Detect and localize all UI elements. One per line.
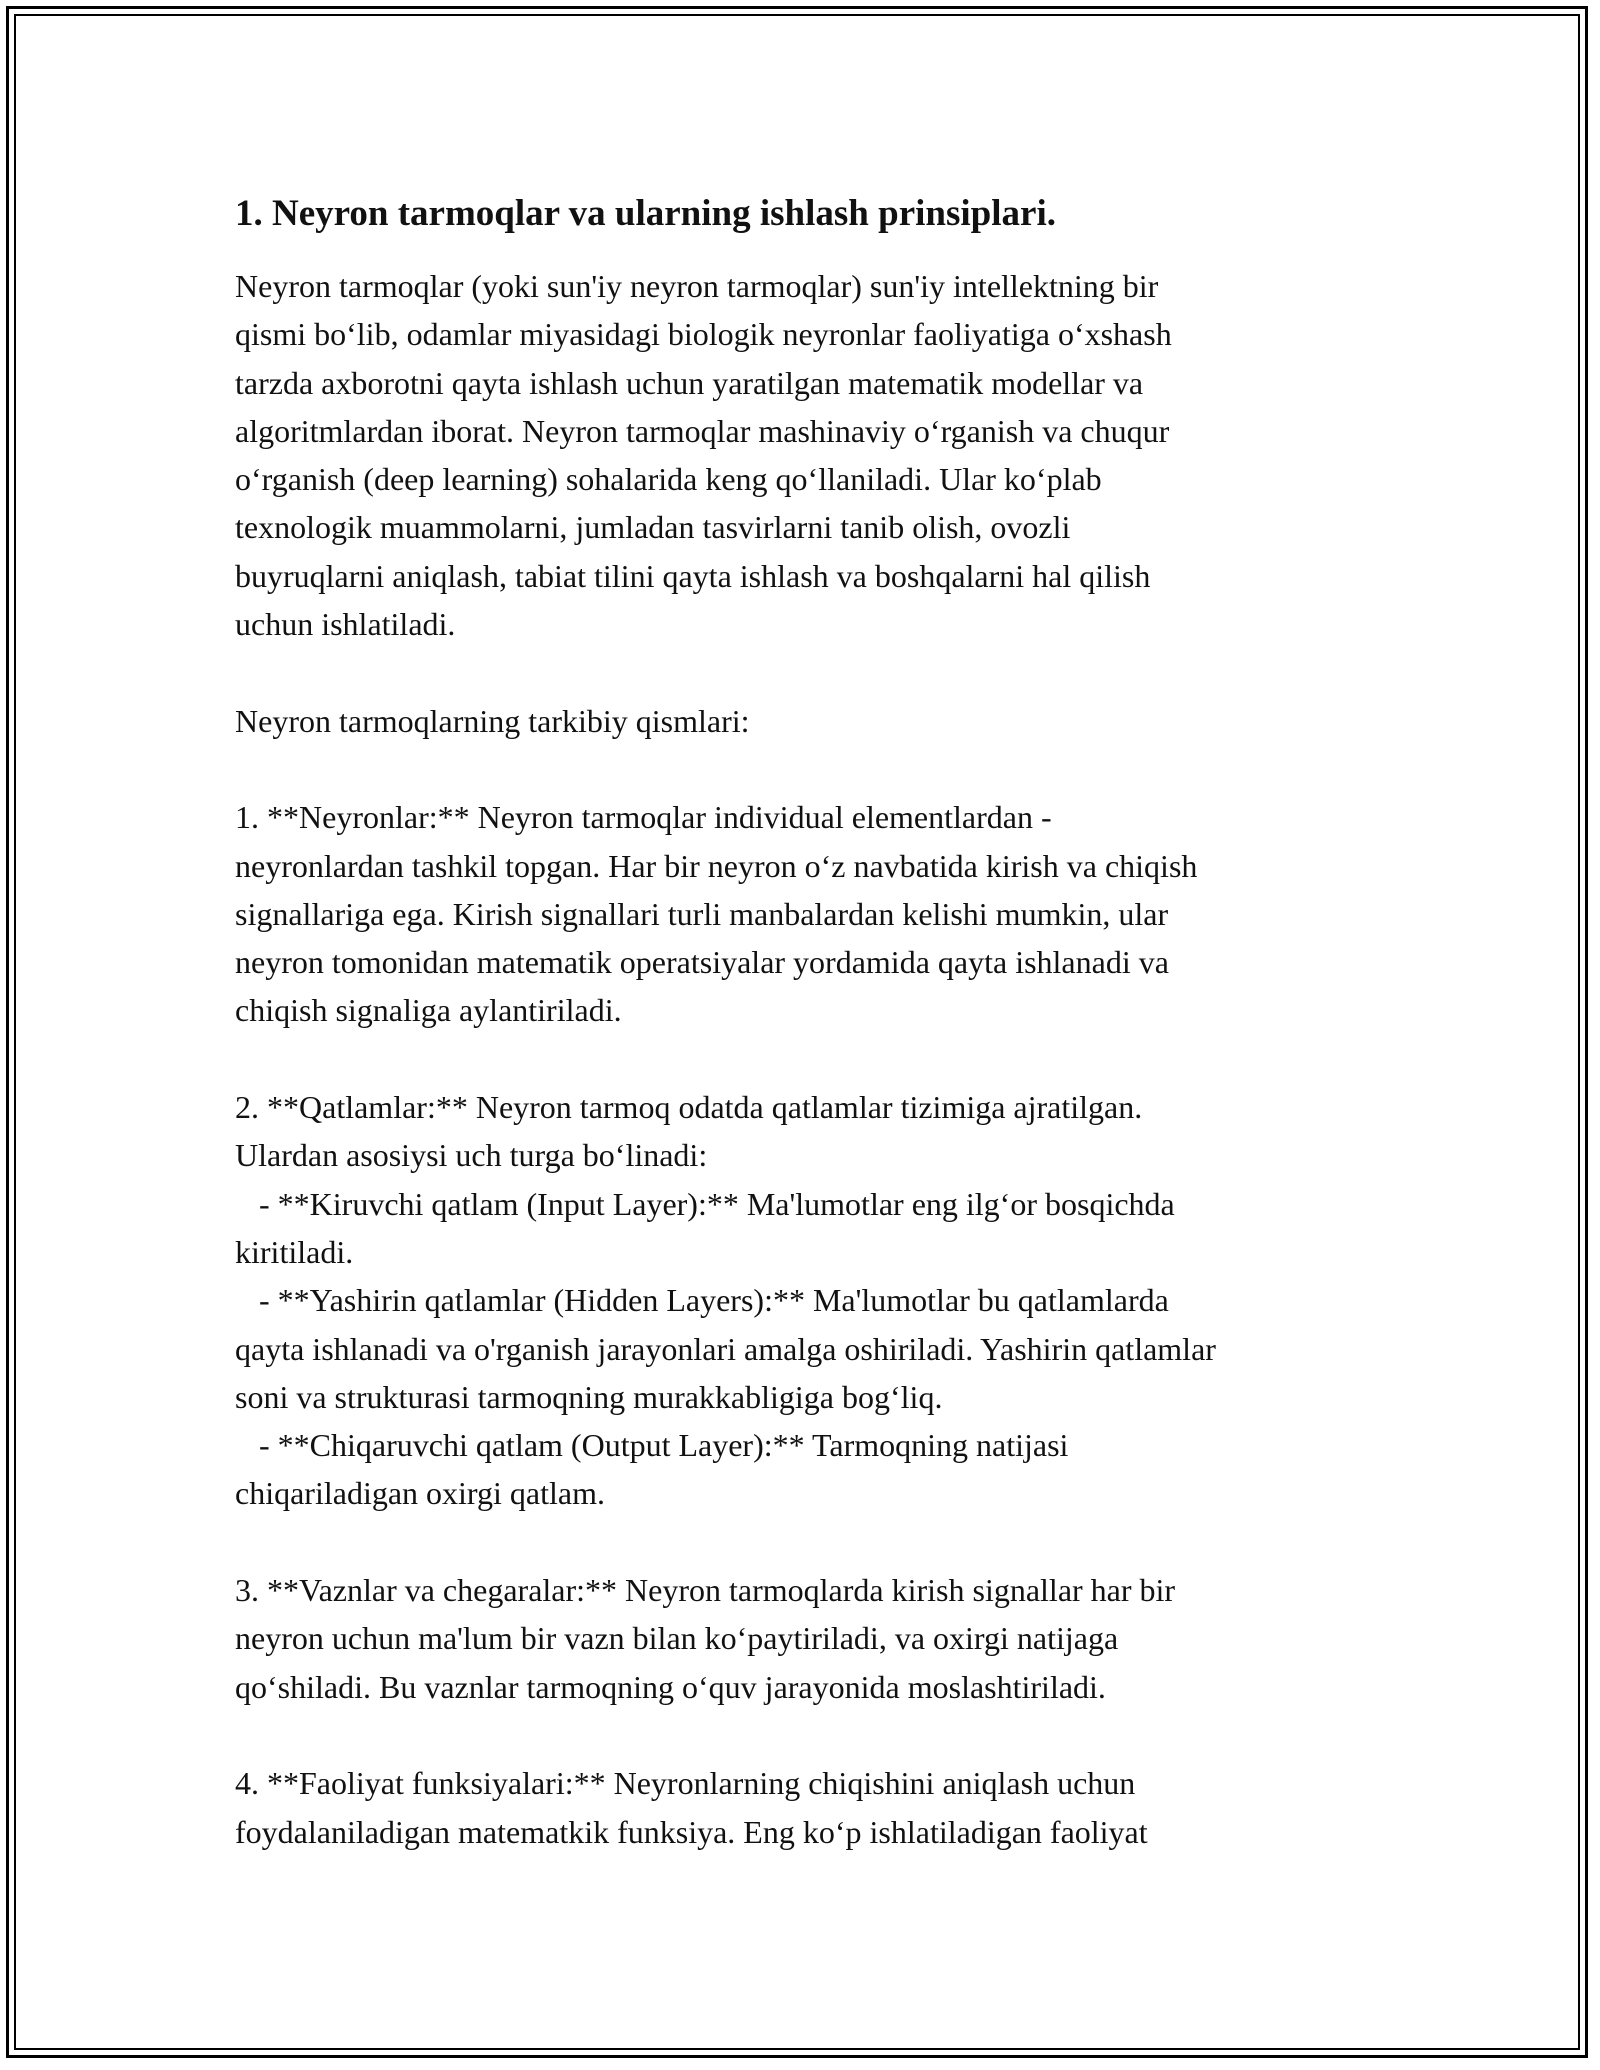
text-line: chiqariladigan oxirgi qatlam. (235, 1475, 605, 1512)
document-body (235, 190, 1385, 1856)
text-line: qo‘shiladi. Bu vaznlar tarmoqning o‘quv jarayonida moslashtiriladi. (235, 1668, 1106, 1705)
blank-line (235, 1518, 1385, 1566)
text-line: signallariga ega. Kirish signallari turli manbalardan kelishi mumkin, ular (235, 895, 1169, 932)
text-line: o‘rganish (deep learning) sohalarida keng qo‘llaniladi. Ular ko‘plab (235, 461, 1102, 498)
text-line: algoritmlardan iborat. Neyron tarmoqlar mashinaviy o‘rganish va chuqur (235, 412, 1170, 449)
document-text (235, 262, 1385, 1856)
text-line: qismi bo‘lib, odamlar miyasidagi biologik neyronlar faoliyatiga o‘xshash (235, 316, 1172, 353)
text-line: 1. **Neyronlar:** Neyron tarmoqlar individual elementlardan - (235, 799, 1052, 836)
text-line: Ulardan asosiysi uch turga bo‘linadi: (235, 1137, 708, 1174)
text-line: uchun ishlatiladi. (235, 606, 456, 643)
text-line: neyronlardan tashkil topgan. Har bir neyron o‘z navbatida kirish va chiqish (235, 847, 1198, 884)
text-line: chiqish signaliga aylantiriladi. (235, 992, 622, 1029)
text-line: neyron tomonidan matematik operatsiyalar yordamida qayta ishlanadi va (235, 944, 1169, 981)
text-line: buyruqlarni aniqlash, tabiat tilini qayta ishlash va boshqalarni hal qilish (235, 557, 1151, 594)
text-line: Neyron tarmoqlarning tarkibiy qismlari: (235, 702, 750, 739)
blank-line (235, 1711, 1385, 1759)
document-title: 1. Neyron tarmoqlar va ularning ishlash prinsiplari. (235, 193, 1056, 234)
text-line: - **Yashirin qatlamlar (Hidden Layers):** Ma'lumotlar bu qatlamlarda (235, 1282, 1169, 1319)
text-line: soni va strukturasi tarmoqning murakkabligiga bog‘liq. (235, 1378, 943, 1415)
text-line: neyron uchun ma'lum bir vazn bilan ko‘paytiriladi, va oxirgi natijaga (235, 1620, 1119, 1657)
text-line: Neyron tarmoqlar (yoki sun'iy neyron tarmoqlar) sun'iy intellektning bir (235, 268, 1159, 304)
blank-line (235, 745, 1385, 793)
text-line: kiritiladi. (235, 1233, 354, 1270)
text-line: tarzda axborotni qayta ishlash uchun yaratilgan matematik modellar va (235, 364, 1144, 401)
text-line: - **Chiqaruvchi qatlam (Output Layer):** Tarmoqning natijasi (235, 1427, 1069, 1464)
text-line: foydalaniladigan matematkik funksiya. Eng ko‘p ishlatiladigan faoliyat (235, 1813, 1148, 1850)
text-line: 3. **Vaznlar va chegaralar:** Neyron tarmoqlarda kirish signallar har bir (235, 1572, 1176, 1609)
text-line: - **Kiruvchi qatlam (Input Layer):** Ma'lumotlar eng ilg‘or bosqichda (235, 1185, 1175, 1222)
text-line: qayta ishlanadi va o'rganish jarayonlari amalga oshiriladi. Yashirin qatlamlar (235, 1330, 1216, 1367)
blank-line (235, 1035, 1385, 1083)
blank-line (235, 648, 1385, 696)
text-line: 4. **Faoliyat funksiyalari:** Neyronlarning chiqishini aniqlash uchun (235, 1765, 1136, 1802)
text-line: 2. **Qatlamlar:** Neyron tarmoq odatda qatlamlar tizimiga ajratilgan. (235, 1089, 1143, 1126)
text-line: texnologik muammolarni, jumladan tasvirlarni tanib olish, ovozli (235, 509, 1071, 546)
